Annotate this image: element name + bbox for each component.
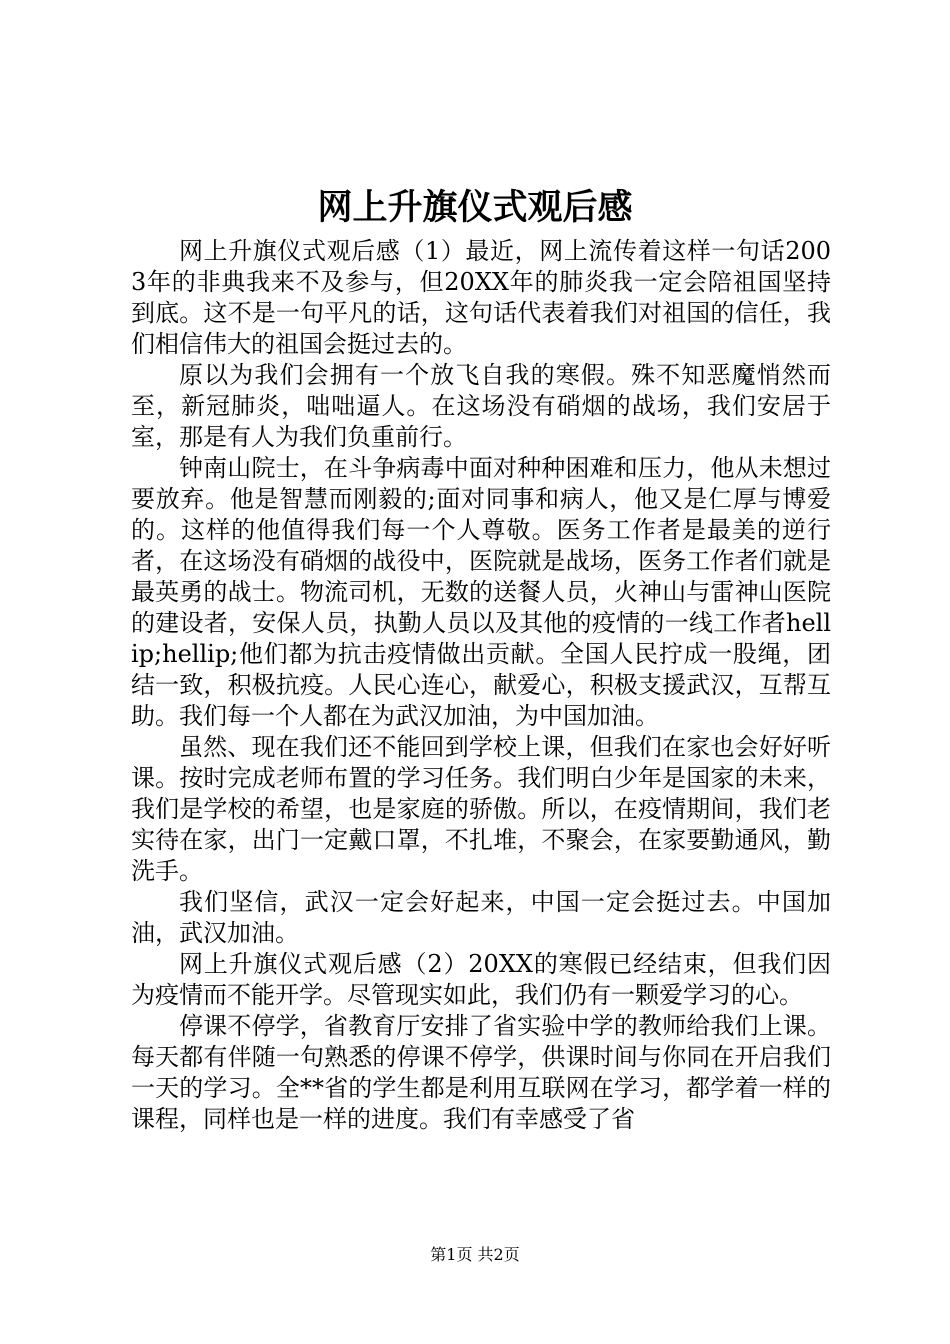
paragraph-3: 钟南山院士，在斗争病毒中面对种种困难和压力，他从未想过要放弃。他是智慧而刚毅的;面对同事和病人，他又是仁厚与博爱的。这样的他值得我们每一个人尊敬。医务工作者是最美的逆行者，在这场没有硝烟的战役中，医院就是战场，医务工作者们就是最英勇的战士。物流司机，无数的送餐人员，火神山与雷神山医院的建设者，安保人员，执勤人员以及其他的疫情的一线工作者hellip;hellip;他们都为抗击疫情做出贡献。全国人民拧成一股绳，团结一致，积极抗疫。人民心连心，献爱心，积极支援武汉，互帮互助。我们每一个人都在为武汉加油，为中国加油。 [131,454,831,730]
document-body [131,236,831,1135]
paragraph-7: 停课不停学，省教育厅安排了省实验中学的教师给我们上课。每天都有伴随一句熟悉的停课不停学，供课时间与你同在开启我们一天的学习。全**省的学生都是利用互联网在学习，都学着一样的课程，同样也是一样的进度。我们有幸感受了省 [131,1012,831,1133]
paragraph-1: 网上升旗仪式观后感（1）最近，网上流传着这样一句话2003年的非典我来不及参与，但20XX年的肺炎我一定会陪祖国坚持到底。这不是一句平凡的话，这句话代表着我们对祖国的信任，我们相信伟大的祖国会挺过去的。 [131,237,831,358]
paragraph-5: 我们坚信，武汉一定会好起来，中国一定会挺过去。中国加油，武汉加油。 [131,888,831,947]
paragraph-4: 虽然、现在我们还不能回到学校上课，但我们在家也会好好听课。按时完成老师布置的学习任务。我们明白少年是国家的未来，我们是学校的希望，也是家庭的骄傲。所以，在疫情期间，我们老实待在家，出门一定戴口罩，不扎堆，不聚会，在家要勤通风，勤洗手。 [131,733,831,885]
document-title: 网上升旗仪式观后感 [317,187,633,228]
paragraph-6: 网上升旗仪式观后感（2）20XX的寒假已经结束，但我们因为疫情而不能开学。尽管现实如此，我们仍有一颗爱学习的心。 [131,950,831,1009]
paragraph-2: 原以为我们会拥有一个放飞自我的寒假。殊不知恶魔悄然而至，新冠肺炎，咄咄逼人。在这场没有硝烟的战场，我们安居于室，那是有人为我们负重前行。 [131,361,831,451]
page-footer: 第1页 共2页 [430,1245,520,1264]
